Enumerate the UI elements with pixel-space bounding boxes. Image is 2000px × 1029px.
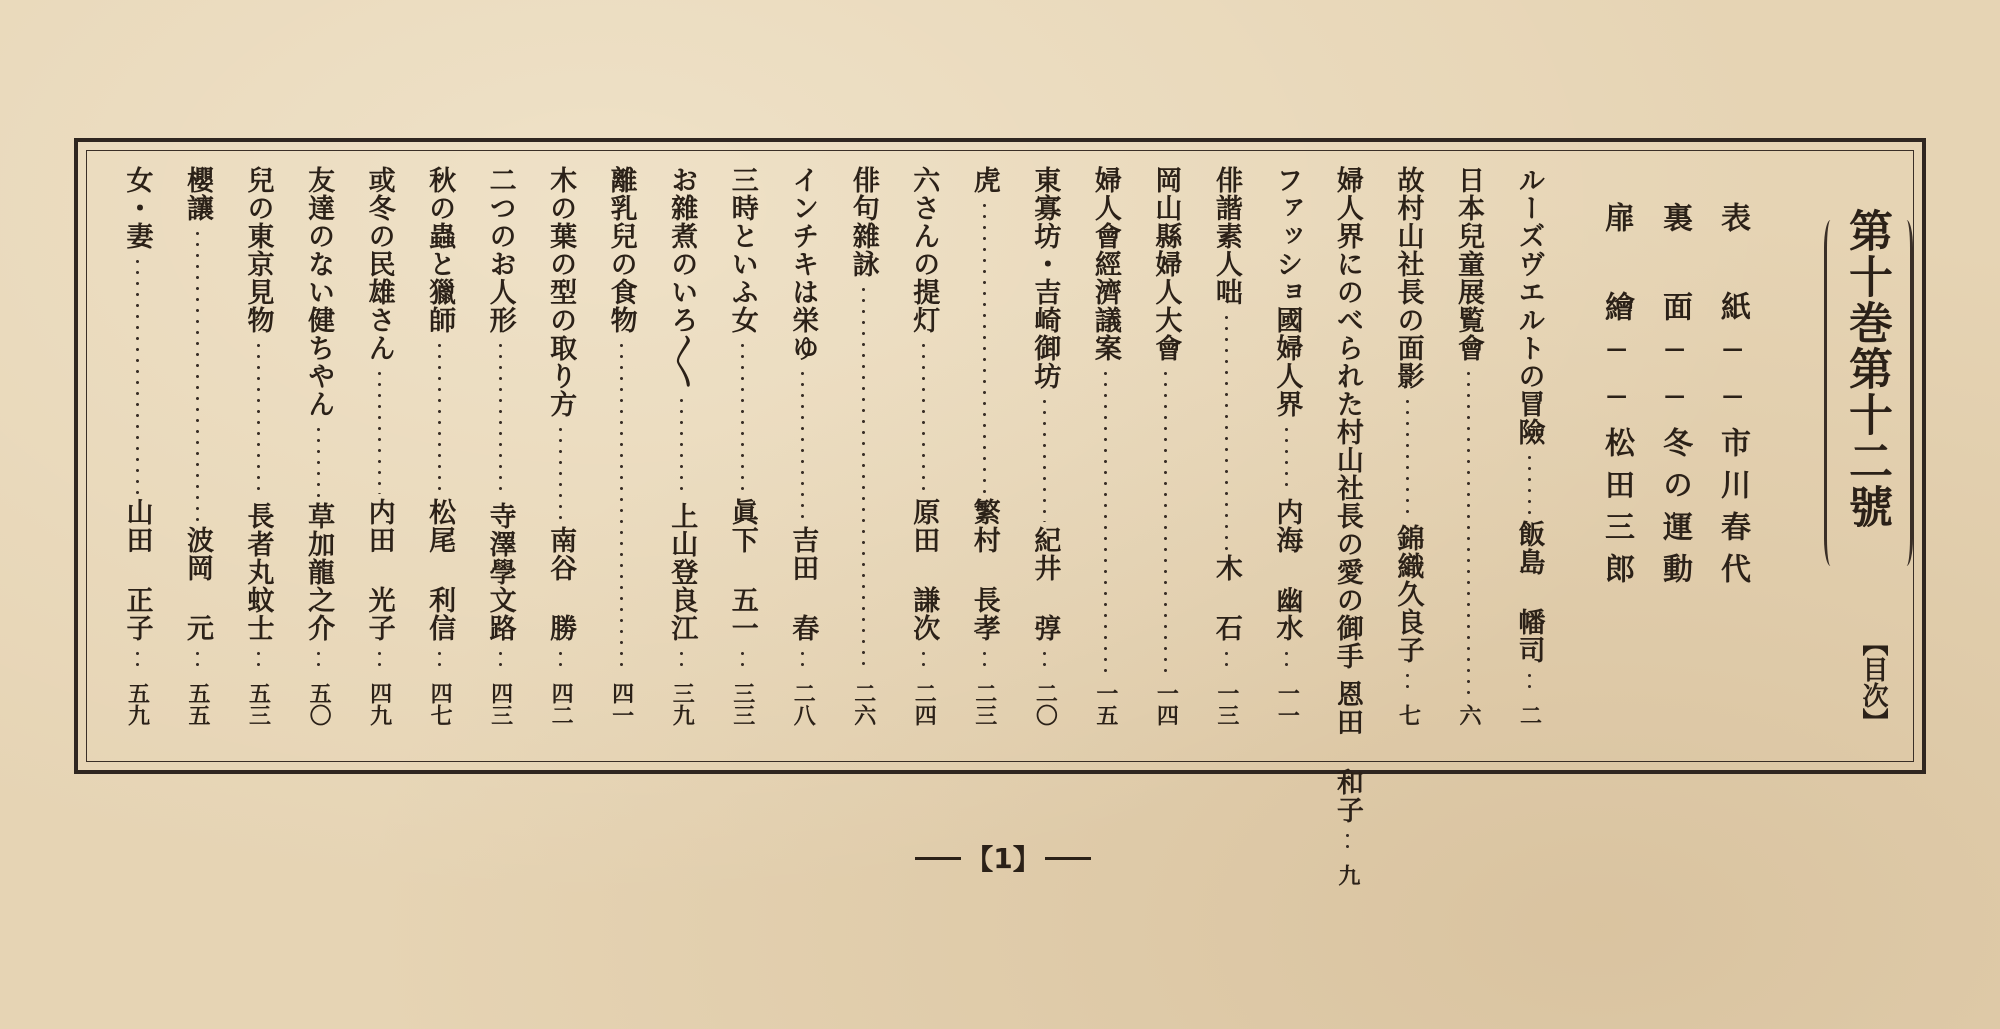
leader-dots: [922, 648, 925, 672]
entry-page: 五九: [124, 682, 150, 726]
contents-entry: [540, 166, 582, 726]
entry-author: 内田 光子: [363, 498, 395, 642]
entry-page: 二三: [971, 682, 997, 726]
entry-title: 日本兒童展覧會: [1452, 166, 1484, 362]
leader-dots: [438, 648, 441, 672]
contents-entry: [419, 166, 461, 726]
leader-dots: [1528, 670, 1531, 694]
frontispiece-credit: 扉 繪──松田三郎: [1599, 202, 1634, 595]
contents-entry: [661, 166, 703, 726]
leader-dots: [378, 368, 381, 494]
entry-title: 婦人會經濟議案: [1089, 166, 1121, 362]
entry-page: 五〇: [306, 682, 332, 726]
entry-page: 三三: [729, 682, 755, 726]
entry-author: 南谷 勝: [545, 526, 577, 642]
contents-entry: [963, 166, 1005, 726]
entry-author: 原田 謙次: [908, 498, 940, 642]
contents-entry: [1145, 166, 1187, 726]
leader-dots: [741, 648, 744, 672]
leader-dots: [136, 648, 139, 672]
entry-title: 或冬の民雄さん: [363, 166, 395, 362]
leader-dots: [1043, 396, 1046, 522]
entry-author: 木 石: [1210, 554, 1242, 642]
contents-entry: [1447, 166, 1489, 726]
leader-dots: [317, 648, 320, 672]
leader-dots: [1528, 452, 1531, 516]
entry-author: 内海 幽水: [1271, 498, 1303, 642]
page-number: 【 1 】: [898, 838, 1108, 878]
entry-title: 櫻讓: [182, 166, 214, 222]
leader-dots: [862, 284, 865, 672]
leader-dots: [1285, 648, 1288, 672]
entry-page: 二六: [850, 682, 876, 726]
entry-page: 三九: [669, 682, 695, 726]
entry-title: お雜煮のいろ〳〵: [666, 166, 698, 389]
leader-dots: [620, 340, 623, 672]
leader-dots: [1467, 368, 1470, 694]
entry-title: ルーズヴエルトの冒險: [1513, 166, 1545, 446]
title-ornament-right: [1900, 220, 1913, 566]
entry-author: 恩田 和子: [1331, 680, 1363, 824]
leader-dots: [257, 648, 260, 672]
entry-author: 飯島 幡司: [1513, 520, 1545, 664]
leader-dots: [1104, 368, 1107, 672]
entry-page: 四一: [608, 682, 634, 726]
contents-frame: [74, 138, 1926, 886]
entry-title: 虎: [968, 166, 1000, 194]
entry-page: 五三: [245, 682, 271, 726]
entry-title: 木の葉の型の取り方: [545, 166, 577, 418]
contents-entry: [479, 166, 521, 726]
contents-entry: [782, 166, 824, 726]
contents-entry: [177, 166, 219, 726]
contents-entry: [1205, 166, 1247, 726]
entry-title: 三時といふ女: [726, 166, 758, 334]
leader-dots: [317, 424, 320, 498]
entry-author: 山田 正子: [121, 498, 153, 642]
contents-entry: [1326, 166, 1368, 886]
leader-dots: [1043, 648, 1046, 672]
leader-dots: [922, 340, 925, 494]
leader-dots: [257, 340, 260, 498]
entry-title: 俳諧素人咄: [1210, 166, 1242, 306]
entry-page: 二八: [790, 682, 816, 726]
leader-dots: [136, 256, 139, 494]
entry-page: 一一: [1274, 682, 1300, 726]
entry-title: 兒の東京見物: [242, 166, 274, 334]
entry-title: インチキは栄ゆ: [787, 166, 819, 362]
entry-author: 紀井 弴: [1029, 526, 1061, 642]
entry-author: 波岡 元: [182, 526, 214, 642]
issue-title: 第十巻第十二號: [1841, 208, 1892, 530]
leader-dots: [559, 424, 562, 522]
contents-entry: [1387, 166, 1429, 726]
entry-page: 四二: [548, 682, 574, 726]
leader-dots: [1406, 396, 1409, 520]
entry-title: 俳句雜詠: [847, 166, 879, 278]
contents-entry: [1266, 166, 1308, 726]
entry-page: 九: [1334, 864, 1360, 886]
leader-dots: [378, 648, 381, 672]
entry-author: 長者丸蚊士: [242, 502, 274, 642]
entry-title: 秋の蟲と獵師: [424, 166, 456, 334]
entry-page: 一四: [1153, 682, 1179, 726]
leader-dots: [559, 648, 562, 672]
leader-dots: [499, 340, 502, 498]
entry-page: 四九: [366, 682, 392, 726]
entry-title: 離乳兒の食物: [605, 166, 637, 334]
entry-author: 寺澤學文路: [484, 502, 516, 642]
entry-author: 眞下 五一: [726, 498, 758, 642]
leader-dots: [983, 648, 986, 672]
entry-author: 吉田 春: [787, 526, 819, 642]
entry-page: 六: [1455, 704, 1481, 726]
contents-entry: [842, 166, 884, 726]
cover-credit: 表 紙──市川春代: [1715, 202, 1750, 595]
leader-dots: [1164, 368, 1167, 672]
entry-title: 二つのお人形: [484, 166, 516, 334]
leader-dots: [196, 228, 199, 522]
contents-entry: [721, 166, 763, 726]
contents-label: 【目次】: [1858, 630, 1888, 734]
contents-entry: [298, 166, 340, 726]
entry-title: 故村山社長の面影: [1392, 166, 1424, 390]
back-cover-credit: 裏 面──冬の運動: [1657, 202, 1692, 595]
entry-author: 上山登良江: [666, 502, 698, 642]
entry-title: 東寡坊・吉崎御坊: [1029, 166, 1061, 390]
entry-author: 錦織久良子: [1392, 524, 1424, 664]
entry-author: 松尾 利信: [424, 498, 456, 642]
leader-dots: [680, 648, 683, 672]
entry-author: 繁村 長孝: [968, 498, 1000, 642]
entry-title: ファッショ國婦人界: [1271, 166, 1303, 418]
leader-dots: [1225, 648, 1228, 672]
entry-title: 女・妻: [121, 166, 153, 250]
entry-page: 一三: [1213, 682, 1239, 726]
leader-dots: [741, 340, 744, 494]
entry-page: 七: [1395, 704, 1421, 726]
leader-dots: [983, 200, 986, 494]
leader-dots: [196, 648, 199, 672]
leader-dots: [680, 395, 683, 498]
entry-title: 岡山縣婦人大會: [1150, 166, 1182, 362]
entry-page: 二: [1516, 704, 1542, 726]
entry-title: 婦人界にのべられた村山社長の愛の御手: [1331, 166, 1363, 670]
leader-dots: [801, 648, 804, 672]
contents-entry: [358, 166, 400, 726]
entry-page: 二〇: [1032, 682, 1058, 726]
entry-page: 四七: [427, 682, 453, 726]
entry-page: 五五: [185, 682, 211, 726]
leader-dots: [1225, 312, 1228, 550]
entry-title: 友達のない健ちやん: [303, 166, 335, 418]
entry-page: 一五: [1092, 682, 1118, 726]
contents-entry: [1508, 166, 1550, 726]
leader-dots: [1285, 424, 1288, 494]
leader-dots: [1346, 830, 1349, 854]
entry-title: 六さんの提灯: [908, 166, 940, 334]
contents-entry: [1084, 166, 1126, 726]
leader-dots: [438, 340, 441, 494]
contents-entry: [600, 166, 642, 726]
leader-dots: [801, 368, 804, 522]
entry-author: 草加龍之介: [303, 502, 335, 642]
contents-entry: [1024, 166, 1066, 726]
contents-entry: [116, 166, 158, 726]
leader-dots: [499, 648, 502, 672]
leader-dots: [1406, 670, 1409, 694]
contents-entry: [237, 166, 279, 726]
contents-entry: [903, 166, 945, 726]
entry-page: 四三: [487, 682, 513, 726]
entry-page: 二四: [911, 682, 937, 726]
